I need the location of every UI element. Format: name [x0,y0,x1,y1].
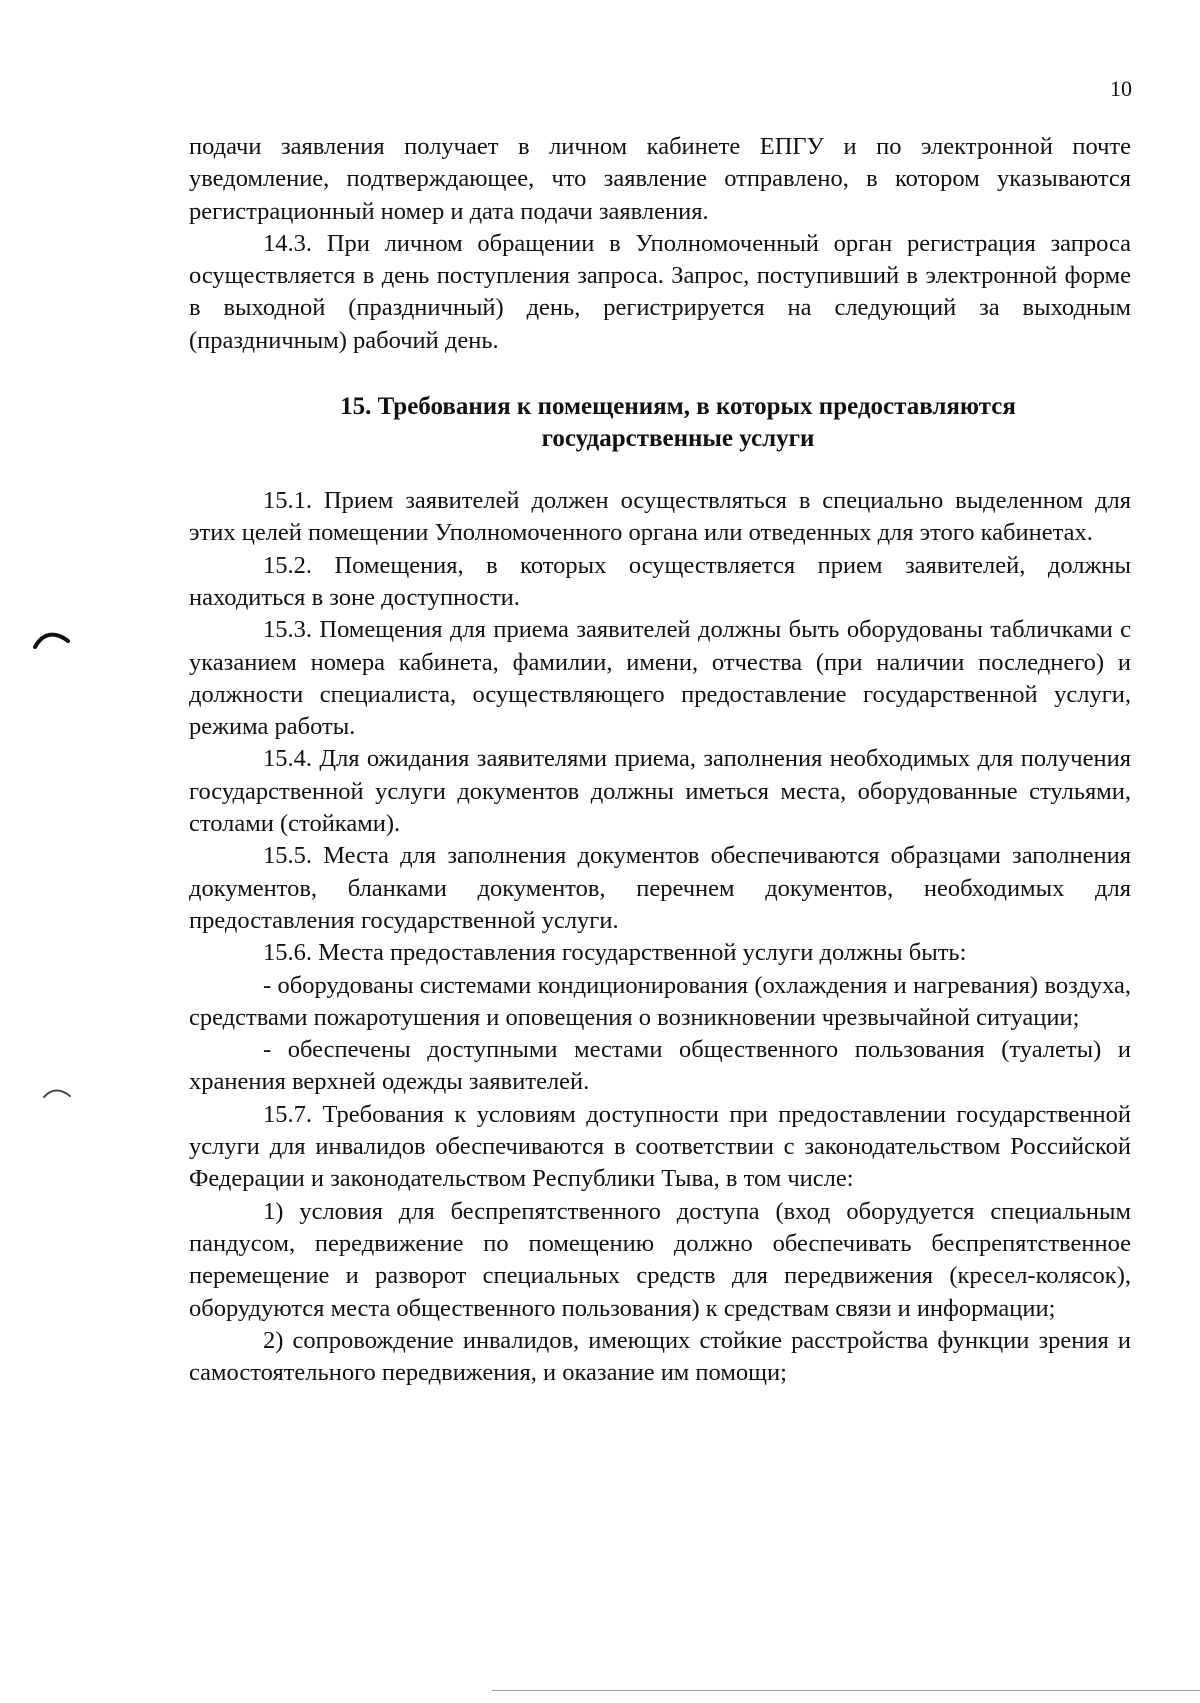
scan-artifact-mark [32,628,72,650]
section-heading-line-2: государственные услуги [541,425,815,453]
page-number: 10 [1110,76,1132,101]
section-heading-line-1: 15. Требования к помещениям, в которых предоставляются [340,393,1016,421]
paragraph-15-3: 15.3. Помещения для приема заявителей должны быть оборудованы табличками с указанием номера кабинета, фамилии, имени, отчества (при наличии последнего) и должности специалиста, осуществляющего предоставление государственной услуги, режима работы. [189,616,1131,741]
scan-artifact-mark [42,1086,72,1100]
paragraph-15-7: 15.7. Требования к условиям доступности при предоставлении государственной услуги для инвалидов обеспечиваются в соответствии с законодательством Российской Федерации и законодательством Республики Тыва, в том числе: [189,1100,1131,1193]
list-item-facilities: - обеспечены доступными местами общественного пользования (туалеты) и хранения верхней одежды заявителей. [189,1036,1131,1096]
list-item-equipment: - оборудованы системами кондиционирования (охлаждения и нагревания) воздуха, средствами пожаротушения и оповещения о возникновении чрезвычайной ситуации; [189,971,1131,1031]
list-item-1: 1) условия для беспрепятственного доступа (вход оборудуется специальным пандусом, передвижение по помещению должно обеспечивать беспрепятственное перемещение и разворот специальных средств для передвижения (кресел-колясок), оборудуются места общественного пользования) к средствам связи и информации; [189,1197,1131,1322]
list-item-2: 2) сопровождение инвалидов, имеющих стойкие расстройства функции зрения и самостоятельного передвижения, и оказание им помощи; [189,1326,1131,1387]
paragraph-14-3: 14.3. При личном обращении в Уполномоченный орган регистрация запроса осуществляется в день поступления запроса. Запрос, поступивший в электронной форме в выходной (праздничный) день, регистрируется на следующий за выходным (праздничным) рабочий день. [189,229,1131,354]
paragraph-15-2: 15.2. Помещения, в которых осуществляется прием заявителей, должны находиться в зоне доступности. [189,551,1131,611]
section-heading [189,391,1131,455]
paragraph-continuation: подачи заявления получает в личном кабинете ЕПГУ и по электронной почте уведомление, подтверждающее, что заявление отправлено, в котором указываются регистрационный номер и дата подачи заявления. [189,133,1131,225]
paragraph-15-4: 15.4. Для ожидания заявителями приема, заполнения необходимых для получения государственной услуги документов должны иметься места, оборудованные стульями, столами (стойками). [189,745,1131,838]
paragraph-15-6: 15.6. Места предоставления государственной услуги должны быть: [263,939,967,967]
paragraph-15-5: 15.5. Места для заполнения документов обеспечиваются образцами заполнения документов, бланками документов, перечнем документов, необходимых для предоставления государственной услуги. [189,842,1131,934]
document-body [189,131,1131,1389]
paragraph-15-1: 15.1. Прием заявителей должен осуществляться в специально выделенном для этих целей помещении Уполномоченного органа или отведенных для этого кабинетах. [189,487,1131,547]
page-edge-line [492,1690,1200,1691]
